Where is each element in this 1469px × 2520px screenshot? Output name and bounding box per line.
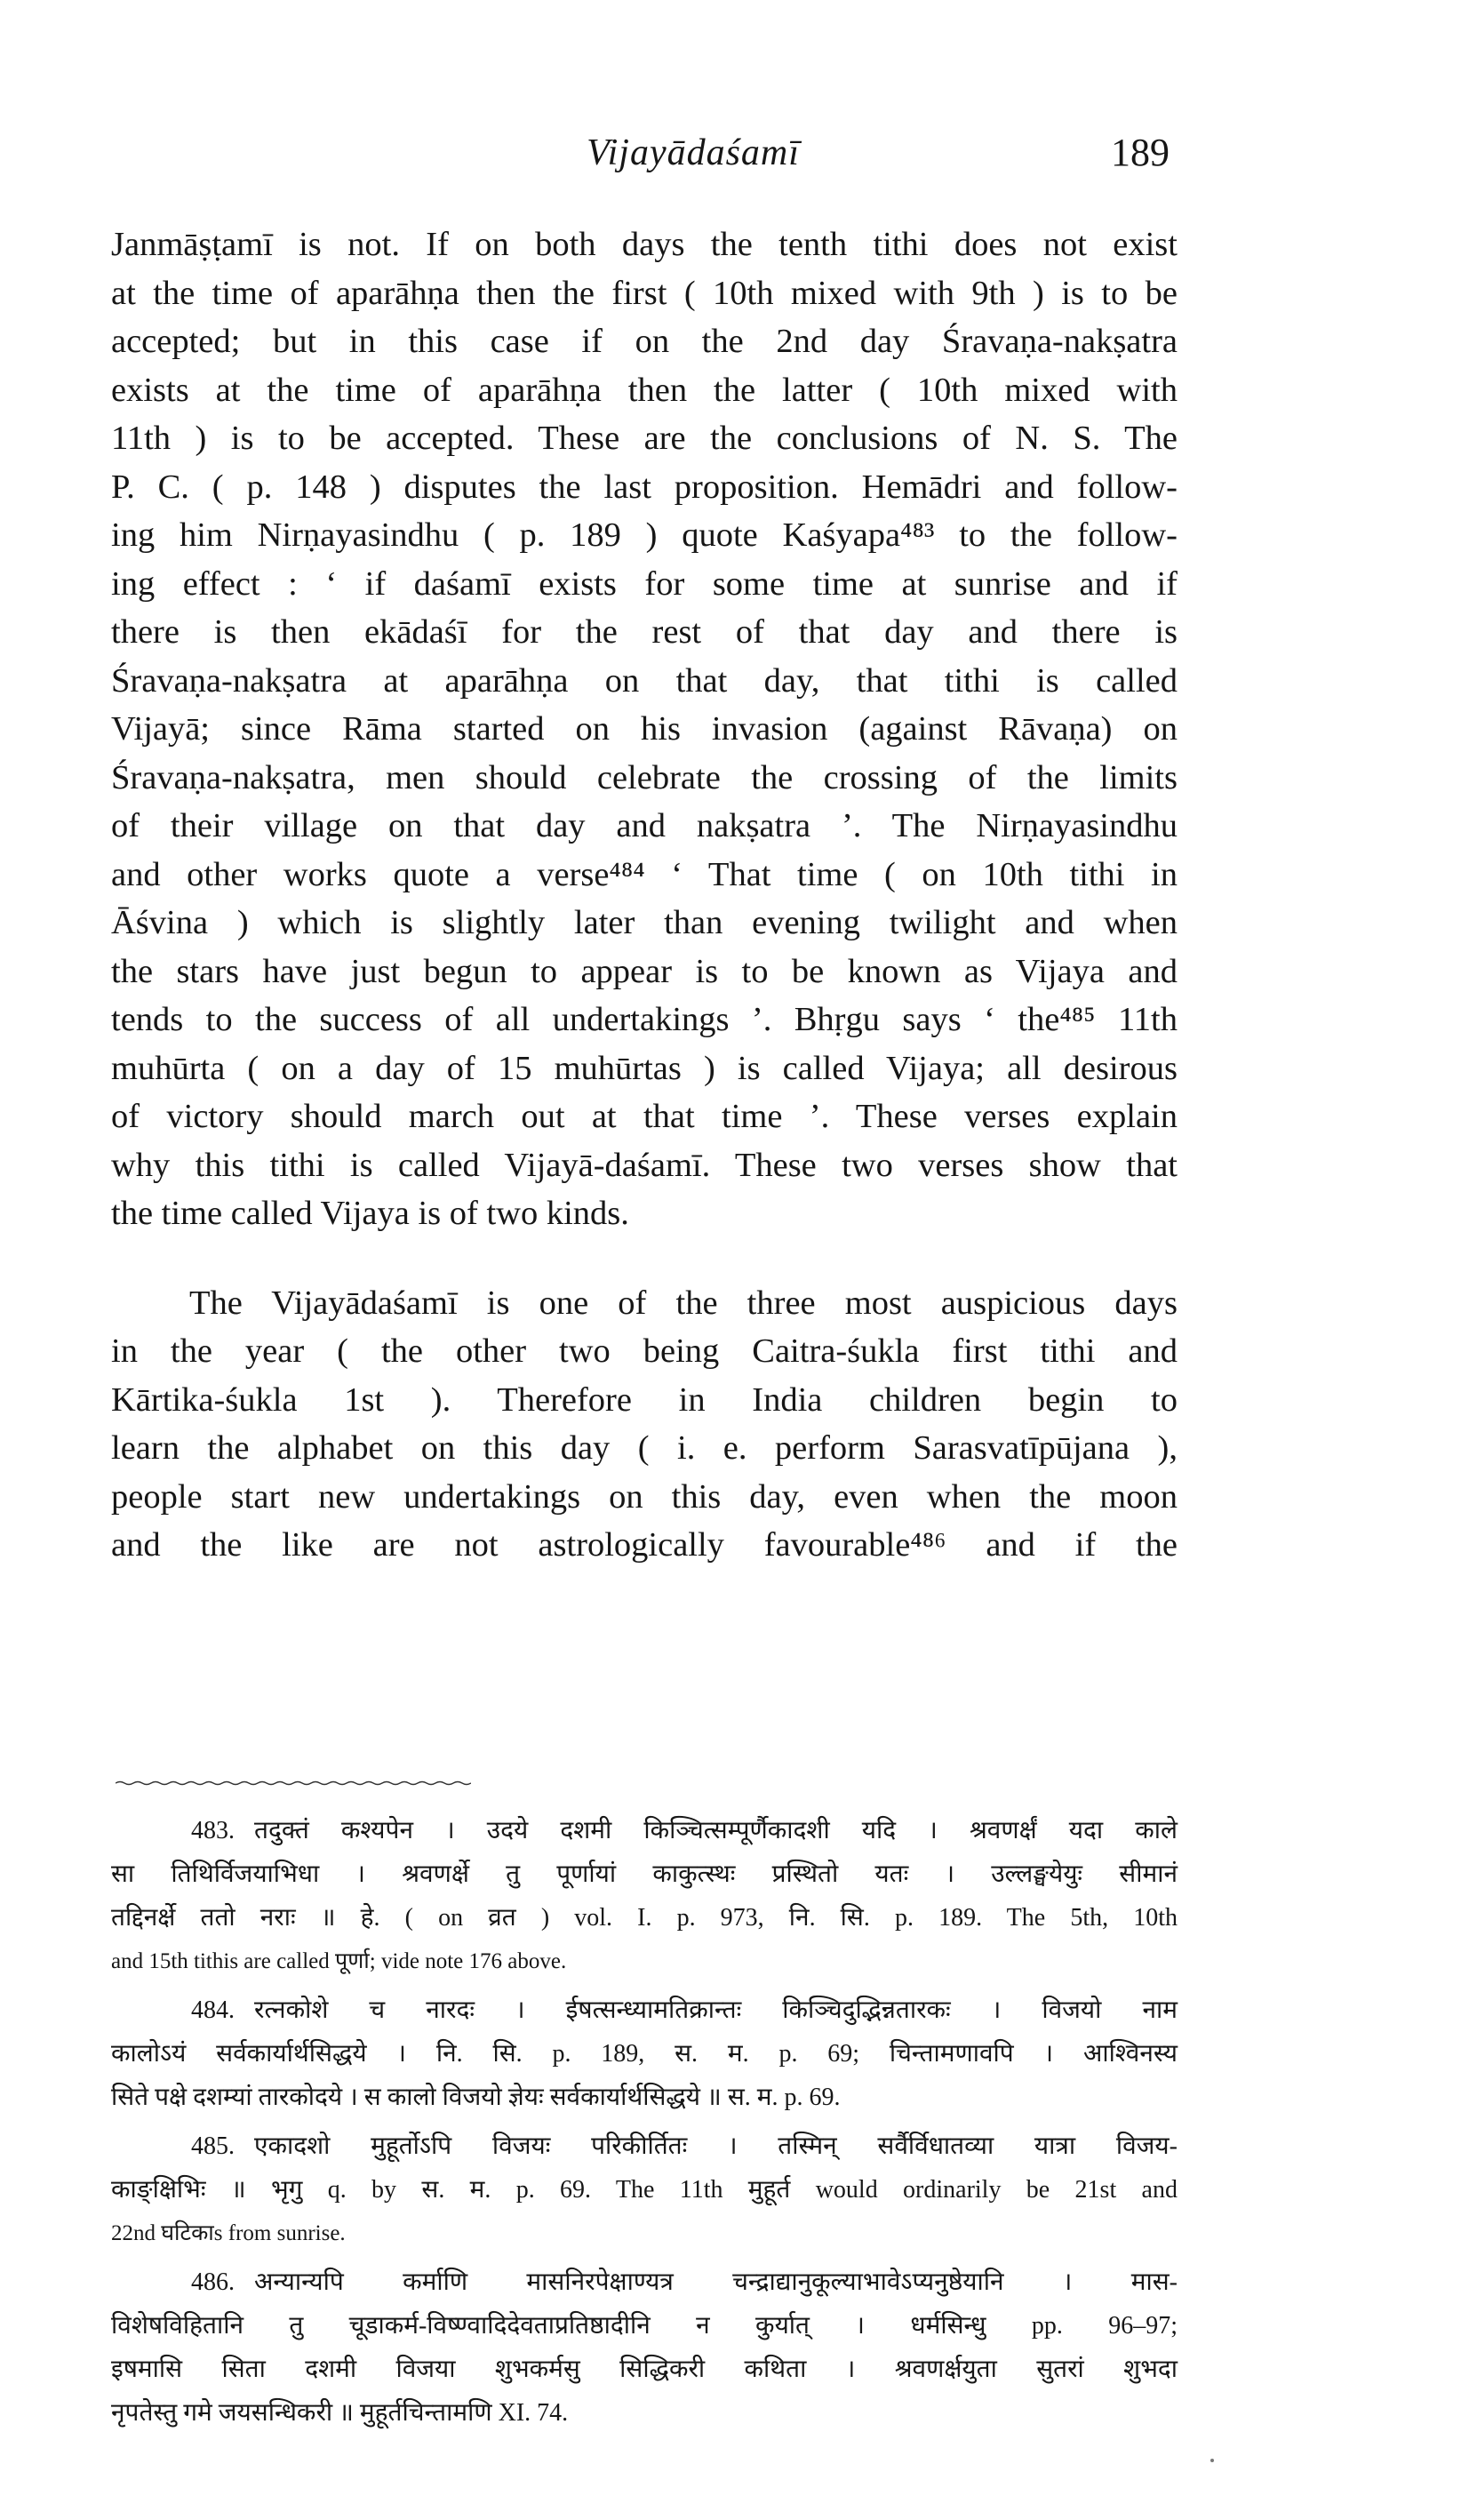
text-line: The Vijayādaśamī is one of the three most auspicious days (189, 1284, 1178, 1322)
text-line: Kārtika-śukla 1st ). Therefore in India children begin to (111, 1380, 1178, 1419)
text-line: accepted; but in this case if on the 2nd day Śravaṇa-nakṣatra (111, 323, 1178, 360)
text-line: of victory should march out at that time ’. These verses explain (111, 1098, 1178, 1135)
footnote-line: and 15th tithis are called पूर्णा; vide note 176 above. (111, 1949, 567, 1973)
text-line: there is then ekādaśī for the rest of that day and there is (111, 613, 1178, 651)
text-line: ing effect : ‘ if daśamī exists for some time at sunrise and if (111, 564, 1178, 603)
footnote-line (111, 2260, 1178, 2304)
text-line: 11th ) is to be accepted. These are the conclusions of N. S. The (111, 420, 1178, 457)
footnote-line: सा तिथिर्विजयाभिधा । श्रवणर्क्षे तु पूर्णायां काकुत्स्थः प्रस्थितो यतः । उल्लङ्घयेयुः सीमानं (111, 1860, 1178, 1888)
text-line: exists at the time of aparāhṇa then the latter ( 10th mixed with (111, 371, 1178, 409)
footnote-line: तद्दिनर्क्षे ततो नराः ॥ हे. ( on व्रत ) vol. I. p. 973, नि. सि. p. 189. The 5th, 10th (111, 1904, 1178, 1932)
text-line: at the time of aparāhṇa then the first ( 10th mixed with 9th ) is to be (111, 274, 1178, 312)
footnote-text: तदुक्तं कश्यपेन । उदये दशमी किञ्चित्सम्पूर्णैकादशी यदि । श्रवणर्क्षं यदा काले (254, 1817, 1178, 1844)
footnote-line (111, 2124, 1178, 2168)
body-text (111, 220, 1178, 1570)
footnote-483 (111, 1809, 1178, 1983)
text-line: muhūrta ( on a day of 15 muhūrtas ) is called Vijaya; all desirous (111, 1049, 1178, 1087)
footnote-number: 483. (191, 1817, 235, 1844)
footnote-485 (111, 2124, 1178, 2255)
running-title: Vijayādaśamī (587, 132, 800, 173)
paragraph-1 (111, 220, 1178, 1238)
text-line: tends to the success of all undertakings ’. Bhṛgu says ‘ the⁴⁸⁵ 11th (111, 1001, 1178, 1038)
text-line: Śravaṇa-nakṣatra, men should celebrate the crossing of the limits (111, 758, 1178, 796)
text-line: Āśvina ) which is slightly later than evening twilight and when (111, 904, 1178, 941)
footnote-line (111, 1809, 1178, 1852)
footnote-line: काङ्क्षिभिः ॥ भृगु q. by स. म. p. 69. The 11th मुहूर्त would ordinarily be 21st and (111, 2176, 1178, 2204)
text-line: Janmāṣṭamī is not. If on both days the tenth tithi does not exist (111, 226, 1178, 263)
text-line: the stars have just begun to appear is to be known as Vijaya and (111, 952, 1178, 990)
footnote-486 (111, 2260, 1178, 2435)
footnote-line: इषमासि सिता दशमी विजया शुभकर्मसु सिद्धिकरी कथिता । श्रवणर्क्षयुता सुतरां शुभदा (111, 2356, 1178, 2383)
footnote-line: विशेषविहितानि तु चूडाकर्म-विष्ण्वादिदेवताप्रतिष्ठादीनि न कुर्यात् । धर्मसिन्धु pp. 96–97; (111, 2312, 1178, 2340)
footnote-line: 22nd घटिकाs from sunrise. (111, 2221, 346, 2245)
footnote-text: रत्नकोशे च नारदः । ईषत्सन्ध्यामतिक्रान्तः किञ्चिदुद्भिन्नतारकः । विजयो नाम (254, 1996, 1178, 2024)
paragraph-2 (111, 1279, 1178, 1570)
text-line: in the year ( the other two being Caitra-śukla first tithi and (111, 1332, 1178, 1370)
text-line: P. C. ( p. 148 ) disputes the last proposition. Hemādri and follow- (111, 468, 1178, 506)
footnote-line: सिते पक्षे दशम्यां तारकोदये । स कालो विजयो ज्ञेयः सर्वकार्यार्थसिद्धये ॥ स. म. p. 69. (111, 2084, 841, 2111)
footnote-line (111, 1988, 1178, 2032)
text-line: people start new undertakings on this day, even when the moon (111, 1477, 1178, 1516)
footnote-text: अन्यान्यपि कर्माणि मासनिरपेक्षाण्यत्र चन्द्राद्यानुकूल्याभावेऽप्यनुष्ठेयानि । मास- (254, 2268, 1178, 2296)
footnote-line: नृपतेस्तु गमे जयसन्धिकरी ॥ मुहूर्तचिन्तामणि XI. 74. (111, 2399, 569, 2427)
scan-speck (1210, 2459, 1214, 2462)
page-number: 189 (1111, 131, 1170, 174)
text-line: of their village on that day and nakṣatra ’. The Nirṇayasindhu (111, 807, 1178, 844)
footnote-text: एकादशो मुहूर्तोऽपि विजयः परिकीर्तितः । तस्मिन् सर्वैर्विधातव्या यात्रा विजय- (254, 2132, 1178, 2160)
text-line: Śravaṇa-nakṣatra at aparāhṇa on that day, that tithi is called (111, 661, 1178, 700)
text-line: Vijayā; since Rāma started on his invasion (against Rāvaṇa) on (111, 710, 1178, 748)
footnote-line: कालोऽयं सर्वकार्यार्थसिद्धये । नि. सि. p. 189, स. म. p. 69; चिन्तामणावपि । आश्विनस्य (111, 2040, 1178, 2068)
text-line: learn the alphabet on this day ( i. e. perform Sarasvatīpūjana ), (111, 1429, 1178, 1467)
footnote-number: 485. (191, 2132, 235, 2160)
text-line: and other works quote a verse⁴⁸⁴ ‘ That time ( on 10th tithi in (111, 855, 1178, 893)
footnote-484 (111, 1988, 1178, 2119)
text-line: why this tithi is called Vijayā-daśamī. These two verses show that (111, 1146, 1178, 1184)
footnotes (111, 1809, 1178, 2440)
text-line: the time called Vijaya is of two kinds. (111, 1195, 629, 1232)
footnote-separator (116, 1780, 471, 1786)
footnote-number: 484. (191, 1996, 235, 2024)
text-line: and the like are not astrologically favourable⁴⁸⁶ and if the (111, 1526, 1178, 1564)
footnote-number: 486. (191, 2268, 235, 2296)
text-line: ing him Nirṇayasindhu ( p. 189 ) quote Kaśyapa⁴⁸³ to the follow- (111, 516, 1178, 554)
